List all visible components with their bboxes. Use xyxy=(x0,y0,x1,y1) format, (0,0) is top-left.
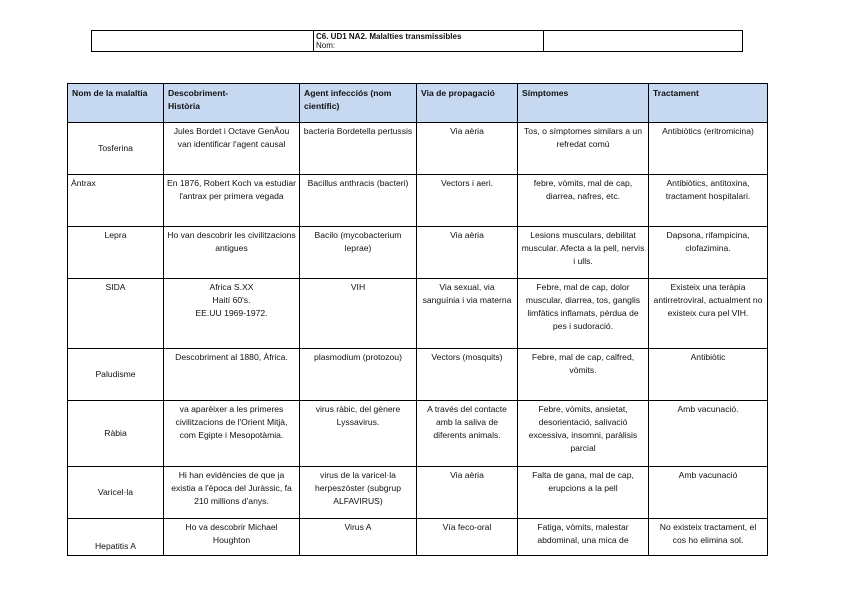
table-row xyxy=(68,175,768,227)
disease-history: En 1876, Robert Koch va estudiar l'antrax per primera vegada xyxy=(164,175,300,227)
table-row xyxy=(68,467,768,519)
table-row xyxy=(68,401,768,467)
diseases-table xyxy=(67,83,768,556)
disease-route: A través del contacte amb la saliva de diferents animals. xyxy=(417,401,518,467)
disease-agent: bacteria Bordetella pertussis xyxy=(300,123,417,175)
name-label: Nom: xyxy=(316,41,336,50)
disease-treatment: Antibiòtic xyxy=(649,349,768,401)
disease-treatment: Antibiòtics (eritromicina) xyxy=(649,123,768,175)
disease-name: Àntrax xyxy=(68,175,164,227)
column-header-history xyxy=(164,84,300,123)
disease-name: Paludisme xyxy=(68,349,164,401)
table-row xyxy=(68,279,768,349)
disease-treatment: Antibiòtics, antitoxina, tractament hospitalari. xyxy=(649,175,768,227)
header-cell-right xyxy=(544,31,743,52)
disease-agent: Bacilo (mycobacterium leprae) xyxy=(300,227,417,279)
column-header-treatment: Tractament xyxy=(649,84,768,123)
table-row xyxy=(68,519,768,556)
disease-symptoms: febre, vòmits, mal de cap, diarrea, nafres, etc. xyxy=(518,175,649,227)
disease-route: Via sexual, via sanguínia i via materna xyxy=(417,279,518,349)
disease-route: Vectors i aeri. xyxy=(417,175,518,227)
column-header-name: Nom de la malaltia xyxy=(68,84,164,123)
disease-symptoms: Febre, mal de cap, dolor muscular, diarrea, tos, ganglis limfàtics inflamats, pèrdua de pes i sudoració. xyxy=(518,279,649,349)
disease-agent: VIH xyxy=(300,279,417,349)
column-header-agent: Agent infecciós (nom científic) xyxy=(300,84,417,123)
disease-name: Hepatitis A xyxy=(68,519,164,556)
disease-symptoms: Febre, mal de cap, calfred, vòmits. xyxy=(518,349,649,401)
history-line: Africa S.XX xyxy=(209,282,254,292)
disease-history: Ho va descobrir Michael Houghton xyxy=(164,519,300,556)
header-cell-left xyxy=(92,31,314,52)
table-row xyxy=(68,123,768,175)
table-header-row xyxy=(68,84,768,123)
disease-history xyxy=(164,279,300,349)
header-cell-title xyxy=(314,31,544,52)
disease-symptoms: Tos, o símptomes similars a un refredat comú xyxy=(518,123,649,175)
disease-symptoms: Falta de gana, mal de cap, erupcions a la pell xyxy=(518,467,649,519)
disease-name: Tosferina xyxy=(68,123,164,175)
disease-name: Varicel·la xyxy=(68,467,164,519)
disease-agent: virus de la varicel·la herpeszòster (subgrup ALFAVIRUS) xyxy=(300,467,417,519)
disease-treatment: No existeix tractament, el cos ho elimina sol. xyxy=(649,519,768,556)
disease-route: Vectors (mosquits) xyxy=(417,349,518,401)
disease-history: Descobriment al 1880, Àfrica. xyxy=(164,349,300,401)
disease-agent: Virus A xyxy=(300,519,417,556)
header-table xyxy=(91,30,743,52)
disease-symptoms: Fatiga, vòmits, malestar abdominal, una mica de xyxy=(518,519,649,556)
disease-agent: Bacillus anthracis (bacteri) xyxy=(300,175,417,227)
disease-agent: virus ràbic, del gènere Lyssavirus. xyxy=(300,401,417,467)
disease-agent: plasmodium (protozou) xyxy=(300,349,417,401)
column-header-route: Via de propagació xyxy=(417,84,518,123)
disease-history: Jules Bordet i Octave GenÃou van identificar l'agent causal xyxy=(164,123,300,175)
column-header-symptoms: Símptomes xyxy=(518,84,649,123)
table-row xyxy=(68,227,768,279)
disease-treatment: Existeix una teràpia antirretroviral, actualment no existeix cura pel VIH. xyxy=(649,279,768,349)
disease-route: Via aèria xyxy=(417,467,518,519)
disease-treatment: Amb vacunació. xyxy=(649,401,768,467)
disease-route: Via aèria xyxy=(417,227,518,279)
disease-history: va aparèixer a les primeres civilitzacions de l'Orient Mitjà, com Egipte i Mesopotàmia. xyxy=(164,401,300,467)
disease-treatment: Dapsona, rifampicina, clofazimina. xyxy=(649,227,768,279)
disease-route: Vía feco-oral xyxy=(417,519,518,556)
disease-history: Ho van descobrir les civilitzacions antigues xyxy=(164,227,300,279)
disease-history: Hi han evidències de que ja existia a l'època del Juràssic, fa 210 millions d'anys. xyxy=(164,467,300,519)
disease-symptoms: Febre, vòmits, ansietat, desorientació, salivació excessiva, insomni, paràlisis parcial xyxy=(518,401,649,467)
history-line: Haití 60's. xyxy=(212,295,251,305)
disease-name: Ràbia xyxy=(68,401,164,467)
disease-name: Lepra xyxy=(68,227,164,279)
table-row xyxy=(68,349,768,401)
disease-route: Via aèria xyxy=(417,123,518,175)
document-title: C6. UD1 NA2. Malalties transmissibles xyxy=(316,32,462,41)
disease-symptoms: Lesions musculars, debilitat muscular. Afecta a la pell, nervis i ulls. xyxy=(518,227,649,279)
disease-treatment: Amb vacunació xyxy=(649,467,768,519)
column-header-history-text: Descobriment- Història xyxy=(168,88,229,111)
history-line: EE.UU 1969-1972. xyxy=(195,308,268,318)
disease-name: SIDA xyxy=(68,279,164,349)
